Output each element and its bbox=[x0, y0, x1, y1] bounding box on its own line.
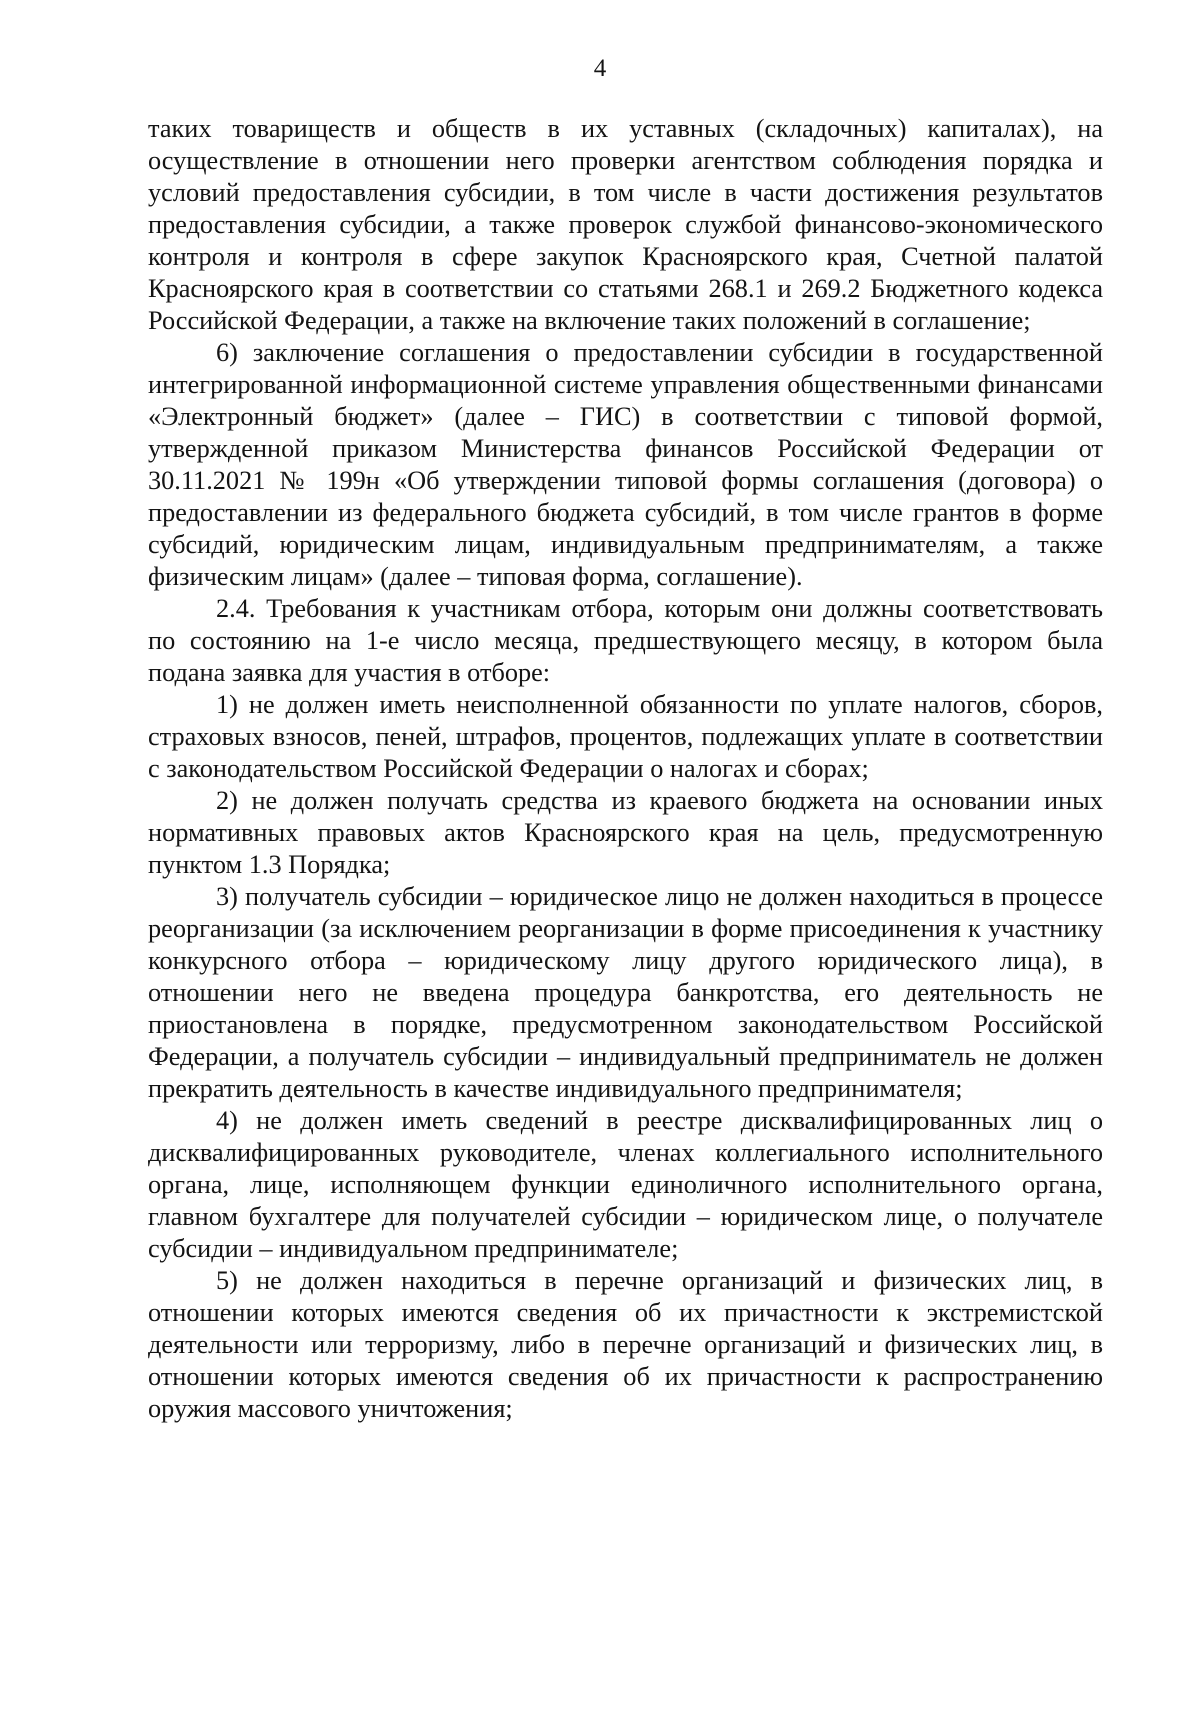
document-body bbox=[148, 113, 1103, 1425]
paragraph-requirement-1: 1) не должен иметь неисполненной обязанности по уплате налогов, сборов, страховых взносов, пеней, штрафов, процентов, подлежащих уплате в соответствии с законодательством Российской Федерации о налогах и сборах; bbox=[148, 690, 1103, 783]
paragraph-requirement-3: 3) получатель субсидии – юридическое лицо не должен находиться в процессе реорганизации (за исключением реорганизации в форме присоединения к участнику конкурсного отбора – юридическому лицу другого юридического лица), в отношении него не введена процедура банкротства, его деятельность не приостановлена в порядке, предусмотренном законодательством Российской Федерации, а получатель субсидии – индивидуальный предприниматель не должен прекратить деятельность в качестве индивидуального предпринимателя; bbox=[148, 882, 1103, 1103]
paragraph-item-6-agreement: 6) заключение соглашения о предоставлении субсидии в государственной интегрированной информационной системе управления общественными финансами «Электронный бюджет» (далее – ГИС) в соответствии с типовой формой, утвержденной приказом Министерства финансов Российской Федерации от 30.11.2021 № 199н «Об утверждении типовой формы соглашения (договора) о предоставлении из федерального бюджета субсидий, в том числе грантов в форме субсидий, юридическим лицам, индивидуальным предпринимателям, а также физическим лицам» (далее – типовая форма, соглашение). bbox=[148, 338, 1103, 591]
paragraph-requirement-5: 5) не должен находиться в перечне организаций и физических лиц, в отношении которых имеются сведения об их причастности к экстремистской деятельности или терроризму, либо в перечне организаций и физических лиц, в отношении которых имеются сведения об их причастности к распространению оружия массового уничтожения; bbox=[148, 1266, 1103, 1423]
paragraph-requirement-4: 4) не должен иметь сведений в реестре дисквалифицированных лиц о дисквалифицированных руководителе, членах коллегиального исполнительного органа, лице, исполняющем функции единоличного исполнительного органа, главном бухгалтере для получателей субсидии – юридическом лице, о получателе субсидии – индивидуальном предпринимателе; bbox=[148, 1106, 1103, 1263]
paragraph-2-4-requirements: 2.4. Требования к участникам отбора, которым они должны соответствовать по состоянию на 1-е число месяца, предшествующего месяцу, в котором была подана заявка для участия в отборе: bbox=[148, 594, 1103, 687]
paragraph-requirement-2: 2) не должен получать средства из краевого бюджета на основании иных нормативных правовых актов Красноярского края на цель, предусмотренную пунктом 1.3 Порядка; bbox=[148, 786, 1103, 879]
page-number: 4 bbox=[593, 55, 607, 82]
paragraph-consent-to-inspections: таких товариществ и обществ в их уставных (складочных) капиталах), на осуществление в отношении него проверки агентством соблюдения порядка и условий предоставления субсидии, в том числе в части достижения результатов предоставления субсидии, а также проверок службой финансово-экономического контроля и контроля в сфере закупок Красноярского края, Счетной палатой Красноярского края в соответствии со статьями 268.1 и 269.2 Бюджетного кодекса Российской Федерации, а также на включение таких положений в соглашение; bbox=[148, 114, 1103, 335]
